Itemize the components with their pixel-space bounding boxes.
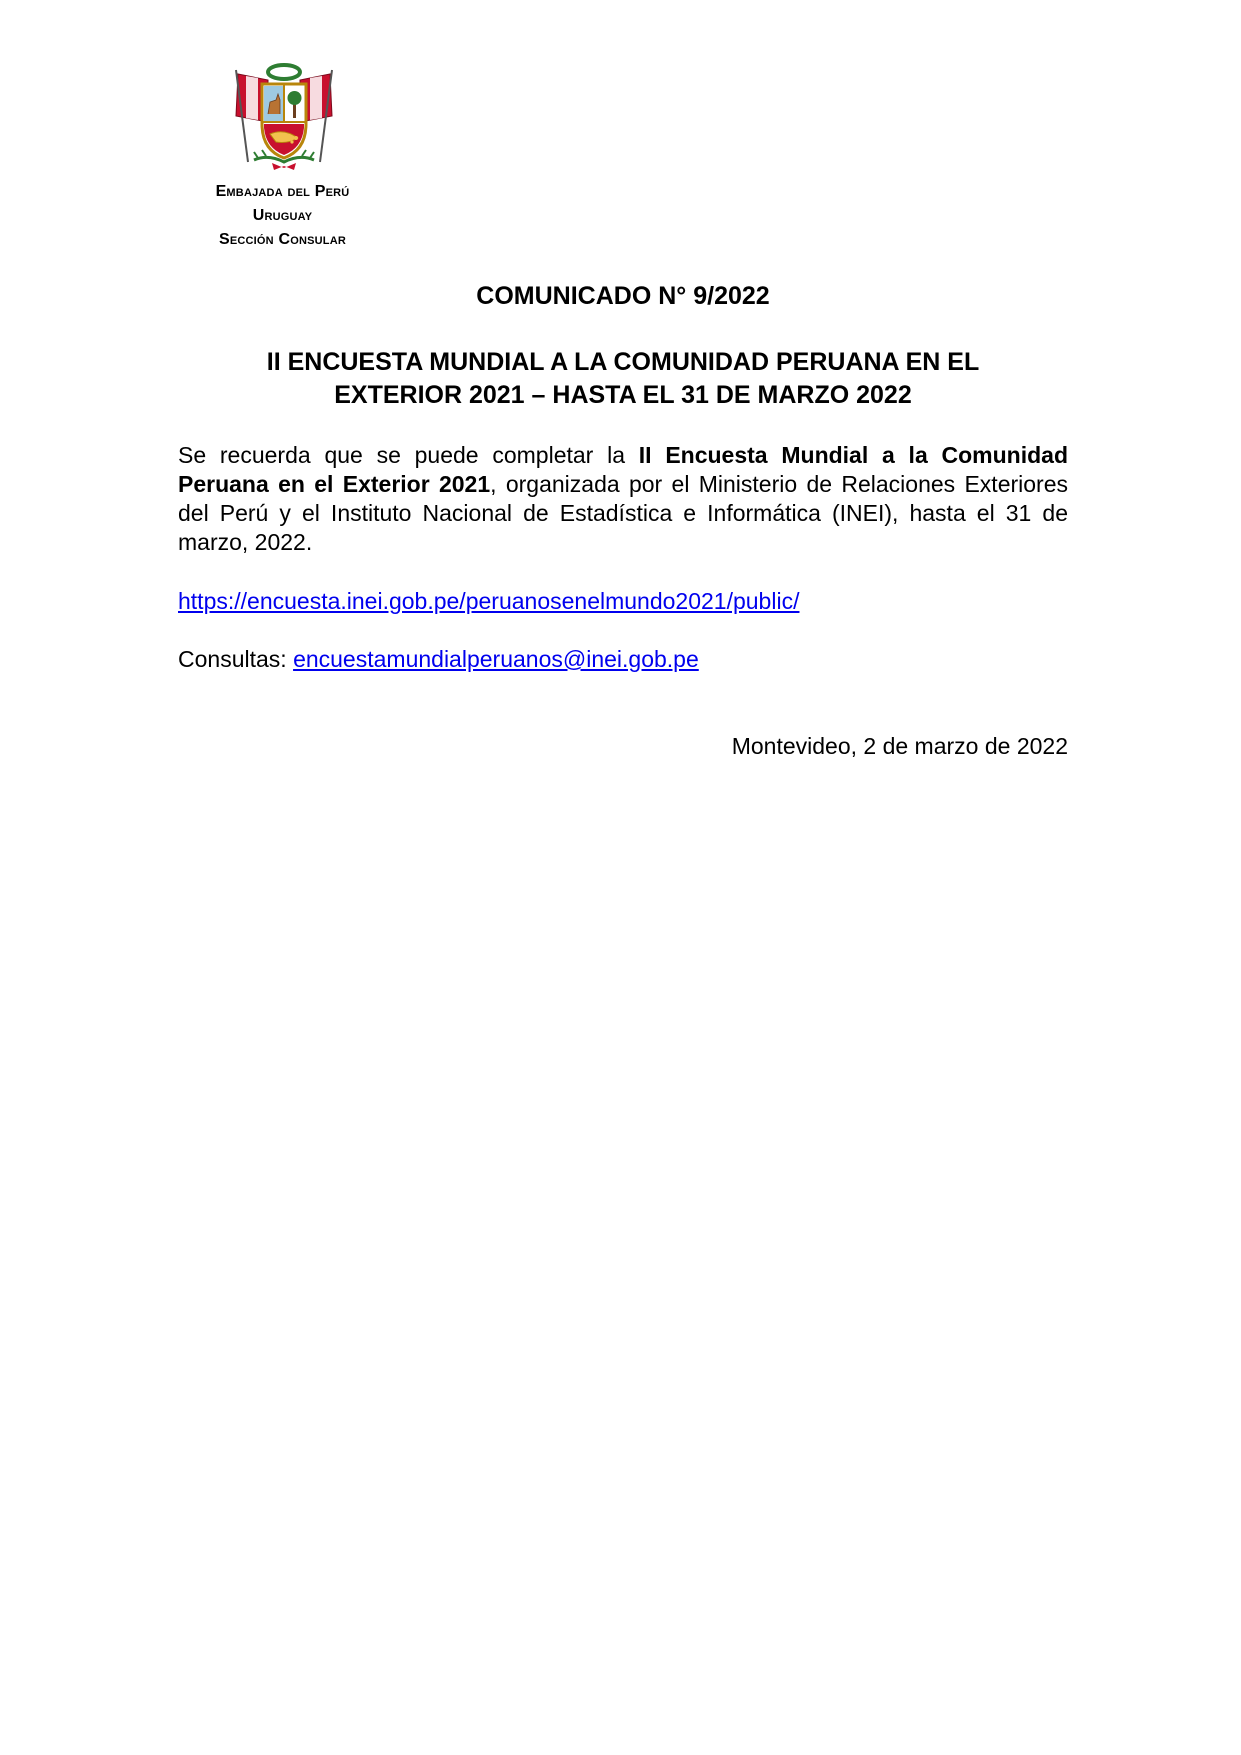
email-link[interactable]: encuestamundialperuanos@inei.gob.pe — [293, 646, 699, 672]
subject-line-2: EXTERIOR 2021 – HASTA EL 31 DE MARZO 2022 — [334, 381, 912, 409]
survey-name: II Encuesta Mundial a la Comunidad Peruana en el Exterior 2021 — [178, 442, 1068, 497]
consultas-label: Consultas: — [178, 646, 294, 672]
body-intro: Se recuerda que se puede completar la — [178, 442, 639, 468]
notice-number: COMUNICADO N° 9/2022 — [476, 282, 770, 310]
survey-link-line — [178, 587, 1068, 616]
place-date: Montevideo, 2 de marzo de 2022 — [731, 733, 1068, 759]
body-rest: , organizada por el Ministerio de Relaciones Exteriores del Perú y el Instituto Nacional de Estadística e Informática (INEI), hasta el 31 de marzo, 2022. — [178, 471, 1069, 555]
notice-body — [178, 441, 1068, 557]
embassy-name: Embajada del Perú — [215, 183, 350, 200]
embassy-section: Sección Consular — [218, 231, 347, 248]
consultas-line — [178, 645, 1068, 674]
peru-coat-of-arms-icon — [228, 62, 340, 172]
notice-subject — [178, 346, 1068, 412]
embassy-country: Uruguay — [252, 207, 313, 224]
embassy-header — [160, 180, 405, 252]
subject-line-1: II ENCUESTA MUNDIAL A LA COMUNIDAD PERUANA EN EL — [266, 348, 980, 376]
survey-link[interactable]: https://encuesta.inei.gob.pe/peruanosenelmundo2021/public/ — [178, 588, 800, 614]
